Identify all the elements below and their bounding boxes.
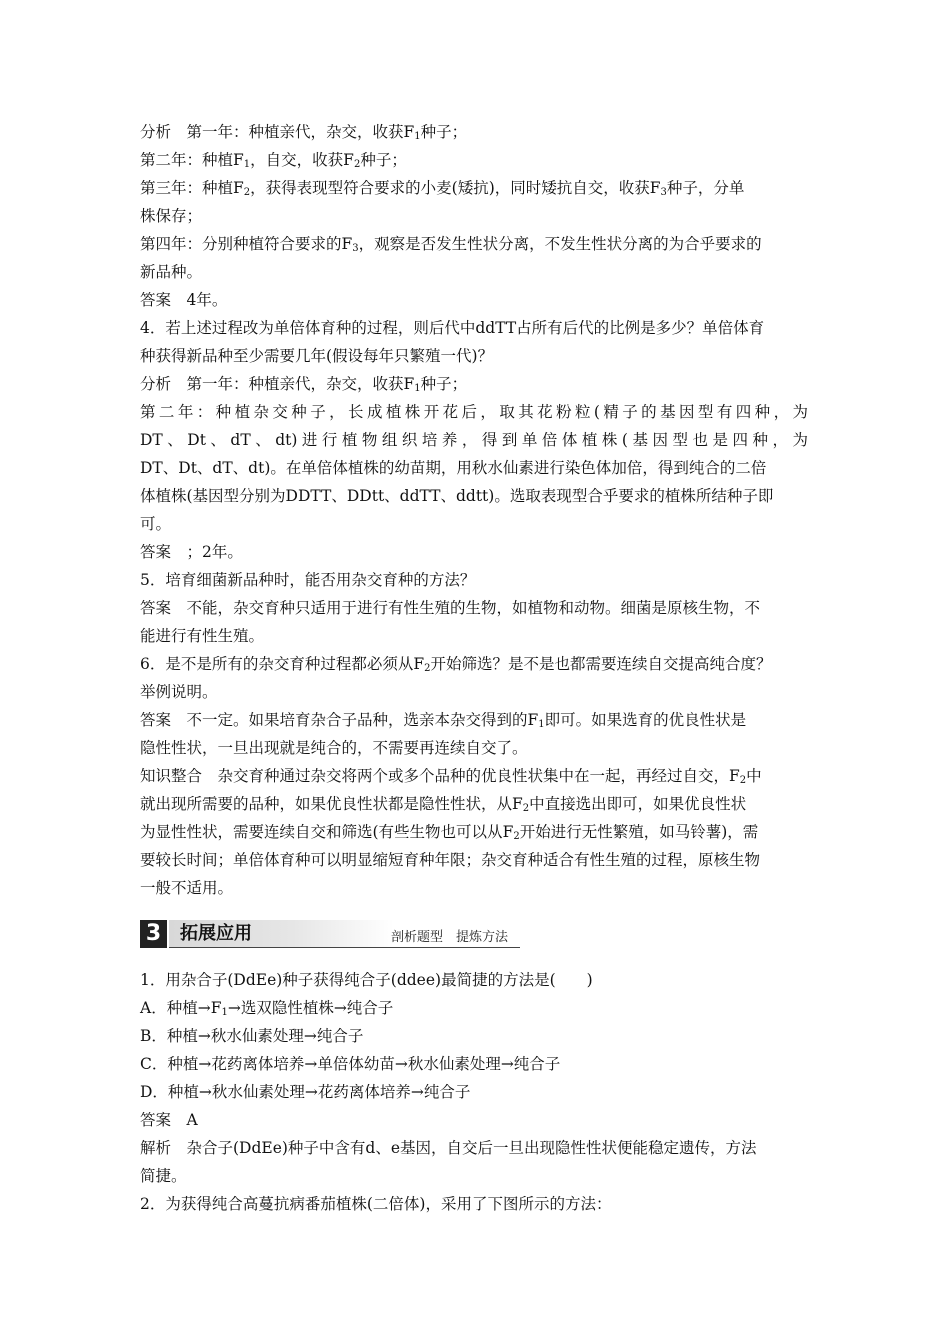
question-line: 6．是不是所有的杂交育种过程都必须从$F_2$开始筛选？是不是也都需要连续自交提高纯合度？ [140, 655, 772, 674]
section-subtitle: 剖析题型 提炼方法 [391, 930, 509, 945]
text-line: 第三年：种植$F_2$，获得表现型符合要求的小麦(矮抗)，同时矮抗自交，收获$F_3$种子，分单 [140, 179, 745, 198]
explanation-line: 解析 杂合子(DdEe)种子中含有d、e基因，自交后一旦出现隐性性状便能稳定遗传，方法 [140, 1139, 757, 1157]
explanation-line: 简捷。 [140, 1167, 187, 1185]
text-line: 可。 [140, 515, 172, 533]
question-line: 举例说明。 [140, 683, 218, 701]
question-line: 种获得新品种至少需要几年(假设每年只繁殖一代)？ [140, 347, 494, 365]
option-c: C．种植→花药离体培养→单倍体幼苗→秋水仙素处理→纯合子 [140, 1055, 561, 1073]
option-a: A．种植$\to F_1\to$选双隐性植株→纯合子 [140, 999, 394, 1018]
text-line: 分析 第一年：种植亲代，杂交，收获$F_1$种子； [140, 375, 468, 394]
section-number: 3 [140, 920, 167, 948]
answer-line: 答案 不能，杂交育种只适用于进行有性生殖的生物，如植物和动物。细菌是原核生物，不 [140, 599, 761, 617]
section-rule [169, 947, 520, 948]
question-line: 5．培育细菌新品种时，能否用杂交育种的方法？ [140, 571, 476, 589]
question-line: 2．为获得纯合高蔓抗病番茄植株(二倍体)，采用了下图所示的方法： [140, 1195, 612, 1213]
answer-line: 答案 4年。 [140, 291, 228, 309]
text-line: 体植株(基因型分别为DDTT、DDtt、ddTT、ddtt)。选取表现型合乎要求的植株所结种子即 [140, 487, 774, 505]
text-line: 株保存； [140, 207, 203, 225]
answer-line: 答案 不一定。如果培育杂合子品种，选亲本杂交得到的$F_1$即可。如果选育的优良性状是 [140, 711, 747, 730]
summary-line: 要较长时间；单倍体育种可以明显缩短育种年限；杂交育种适合有性生殖的过程，原核生物 [140, 851, 761, 869]
summary-line: 为显性性状，需要连续自交和筛选(有些生物也可以从$F_2$开始进行无性繁殖，如马铃薯)，需 [140, 823, 759, 842]
question-line: 1．用杂合子(DdEe)种子获得纯合子(ddee)最简捷的方法是( ) [140, 971, 593, 989]
text-line: DT、Dt、dT、dt)进行植物组织培养，得到单倍体植株(基因型也是四种，为 [140, 431, 808, 449]
text-line: 分析 第一年：种植亲代，杂交，收获$F_1$种子； [140, 123, 468, 142]
answer-line: 隐性性状，一旦出现就是纯合的，不需要再连续自交了。 [140, 739, 528, 757]
summary-line: 知识整合 杂交育种通过杂交将两个或多个品种的优良性状集中在一起，再经过自交，$F_2$中 [140, 767, 762, 786]
summary-line: 就出现所需要的品种，如果优良性状都是隐性性状，从$F_2$中直接选出即可，如果优良性状 [140, 795, 747, 814]
text-line: 新品种。 [140, 263, 203, 281]
option-d: D．种植→秋水仙素处理→花药离体培养→纯合子 [140, 1083, 471, 1101]
question-line: 4．若上述过程改为单倍体育种的过程，则后代中ddTT占所有后代的比例是多少？单倍体育 [140, 319, 765, 337]
answer-line: 答案 A [140, 1111, 198, 1129]
section-title: 拓展应用 [180, 923, 252, 944]
text-line: 第二年：种植杂交种子，长成植株开花后，取其花粉粒(精子的基因型有四种，为 [140, 403, 808, 421]
option-b: B．种植→秋水仙素处理→纯合子 [140, 1027, 364, 1045]
text-line: 第二年：种植$F_1$，自交，收获$F_2$种子； [140, 151, 407, 170]
answer-line: 能进行有性生殖。 [140, 627, 265, 645]
summary-line: 一般不适用。 [140, 879, 234, 897]
section-header [140, 918, 520, 950]
text-line: 第四年：分别种植符合要求的$F_3$，观察是否发生性状分离，不发生性状分离的为合乎要求的 [140, 235, 762, 254]
text-line: DT、Dt、dT、dt)。在单倍体植株的幼苗期，用秋水仙素进行染色体加倍，得到纯合的二倍 [140, 459, 767, 477]
answer-line: 答案 ；2年。 [140, 543, 243, 561]
